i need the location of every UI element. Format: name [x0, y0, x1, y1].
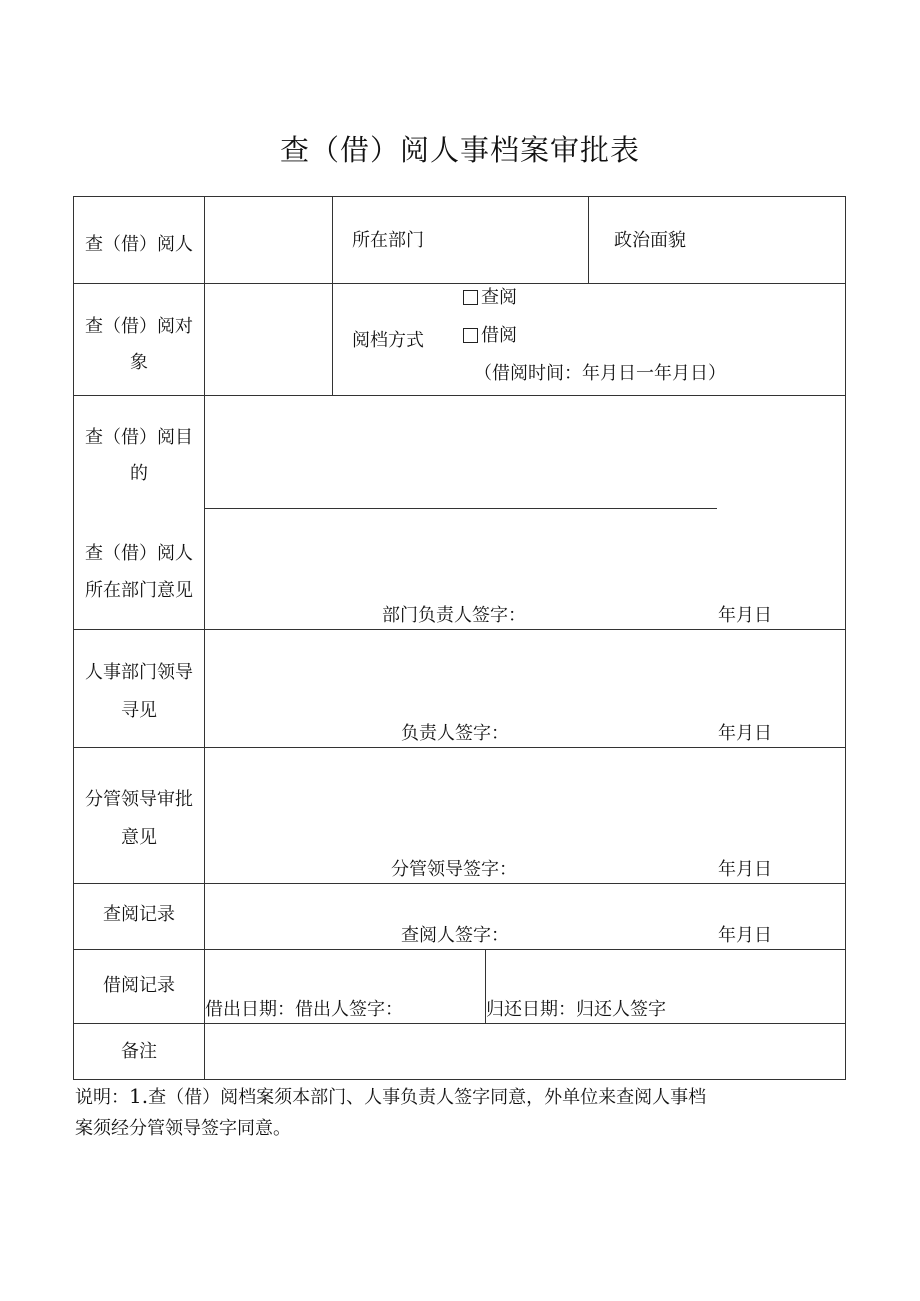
viewer-date: 年月日 [718, 925, 772, 946]
checkbox-borrow[interactable] [463, 328, 478, 343]
row-divider [74, 1023, 845, 1024]
department-label: 所在部门 [352, 230, 424, 251]
option-view-label: 查阅 [481, 287, 517, 308]
target-label-line1: 查（借）阅对 [85, 316, 193, 337]
purpose-label-line1: 查（借）阅目 [85, 427, 193, 448]
hr-opinion-label-line1: 人事部门领导 [85, 662, 193, 683]
borrow-record-label: 借阅记录 [103, 975, 175, 996]
row-divider [74, 283, 845, 284]
note-prefix: 说明： [75, 1087, 129, 1108]
remarks-label: 备注 [121, 1041, 157, 1062]
column-divider [332, 197, 333, 395]
borrow-date-signature: 借出日期：借出人签字： [205, 999, 403, 1020]
view-record-label: 查阅记录 [103, 904, 175, 925]
note-text: 查（借）阅档案须本部门、人事负责人签字同意，外单位来查阅人事档 [148, 1087, 707, 1108]
checkbox-view[interactable] [463, 290, 478, 305]
leader-date: 年月日 [718, 859, 772, 880]
purpose-opinion-divider [204, 508, 717, 509]
dept-head-signature: 部门负责人签字： [382, 605, 526, 626]
viewer-signature: 查阅人签字： [401, 925, 509, 946]
row-divider [74, 395, 845, 396]
leader-approval-label-line2: 意见 [121, 827, 157, 848]
purpose-label-line2: 的 [130, 463, 148, 484]
approval-form-table [73, 196, 846, 1080]
label-column-divider [204, 197, 205, 1079]
option-borrow[interactable] [463, 318, 517, 354]
dept-opinion-label-line2: 所在部门意见 [85, 580, 193, 601]
note-number: 1. [129, 1084, 149, 1108]
leader-signature: 分管领导签字： [391, 859, 517, 880]
hr-head-date: 年月日 [718, 723, 772, 744]
option-borrow-label: 借阅 [481, 325, 517, 346]
dept-head-date: 年月日 [718, 605, 772, 626]
hr-opinion-label-line2: 寻见 [121, 700, 157, 721]
dept-opinion-label-line1: 查（借）阅人 [85, 543, 193, 564]
hr-head-signature: 负责人签字： [401, 723, 509, 744]
return-date-signature: 归还日期：归还人签字 [486, 999, 666, 1020]
note-line1 [75, 1082, 706, 1112]
borrow-time: （借阅时间：年月日一年月日） [474, 363, 726, 384]
access-method-label: 阅档方式 [352, 330, 424, 351]
note-line2: 案须经分管领导签字同意。 [75, 1118, 291, 1139]
page-title: 查（借）阅人事档案审批表 [279, 133, 640, 167]
column-divider [588, 197, 589, 283]
target-label-line2: 象 [130, 352, 148, 373]
option-view[interactable] [463, 280, 517, 316]
requester-label: 查（借）阅人 [85, 234, 193, 255]
political-status-label: 政治面貌 [614, 230, 686, 251]
leader-approval-label-line1: 分管领导审批 [85, 789, 193, 810]
